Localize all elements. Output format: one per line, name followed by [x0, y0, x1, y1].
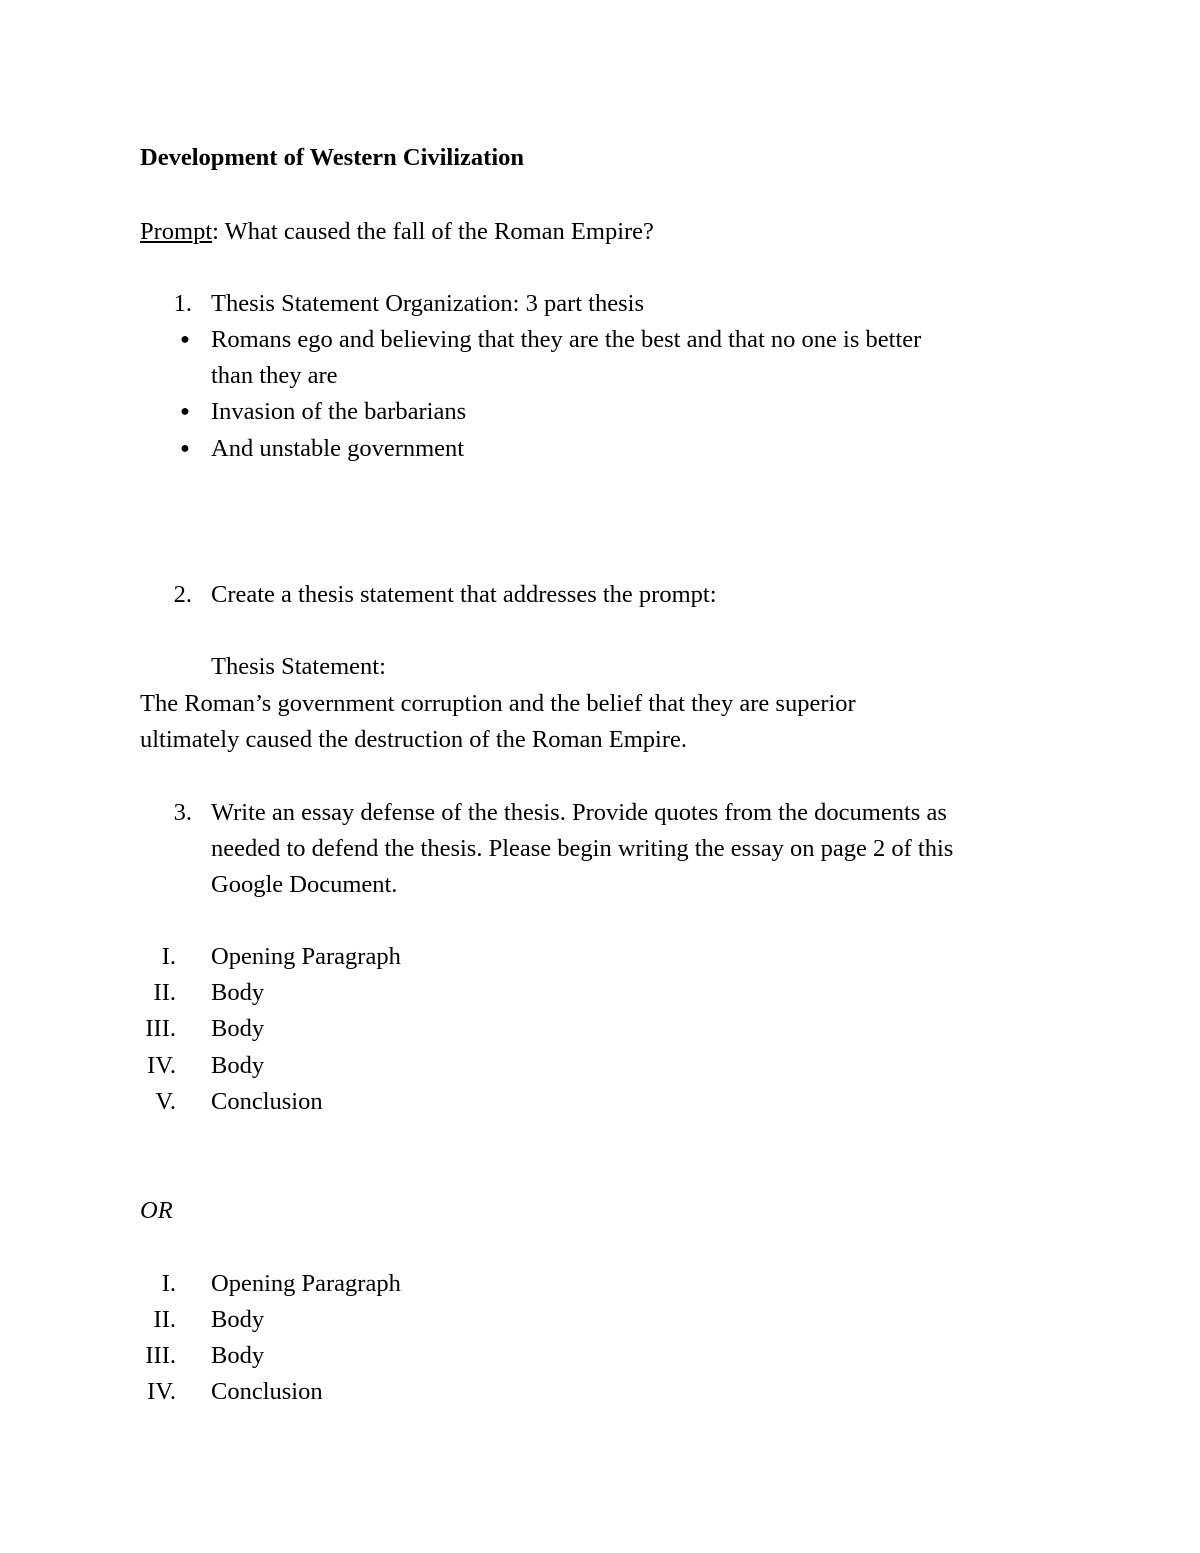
- list-item-text: Create a thesis statement that addresses the prompt:: [211, 581, 717, 608]
- bullet-icon: ●: [180, 403, 190, 420]
- outline-text: Body: [211, 1052, 265, 1079]
- outline-text: Body: [211, 1015, 265, 1042]
- outline-numeral: V.: [155, 1088, 176, 1115]
- outline-text: Opening Paragraph: [211, 943, 401, 970]
- list-item-text: Thesis Statement Organization: 3 part thesis: [211, 290, 644, 317]
- thesis-statement-line: ultimately caused the destruction of the Roman Empire.: [140, 726, 688, 753]
- bullet-text: than they are: [211, 362, 338, 389]
- prompt-text: : What caused the fall of the Roman Empire?: [212, 218, 654, 245]
- outline-text: Conclusion: [211, 1378, 323, 1405]
- document-title: Development of Western Civilization: [140, 144, 525, 171]
- outline-numeral: II.: [153, 979, 176, 1006]
- list-number: 2.: [173, 581, 192, 608]
- outline-numeral: IV.: [147, 1052, 176, 1079]
- bullet-text: Romans ego and believing that they are the best and that no one is better: [211, 326, 922, 353]
- outline-text: Body: [211, 1342, 265, 1369]
- bullet-text: Invasion of the barbarians: [211, 398, 467, 425]
- list-number: 3.: [173, 799, 192, 826]
- list-item-text: needed to defend the thesis. Please begin writing the essay on page 2 of this: [211, 835, 954, 862]
- bullet-text: And unstable government: [211, 435, 465, 462]
- outline-numeral: II.: [153, 1306, 176, 1333]
- outline-numeral: I.: [161, 943, 176, 970]
- outline-numeral: I.: [161, 1270, 176, 1297]
- outline-text: Body: [211, 1306, 265, 1333]
- prompt-label: Prompt: [140, 218, 213, 245]
- list-item-text: Google Document.: [211, 871, 398, 898]
- bullet-icon: ●: [180, 440, 190, 457]
- outline-numeral: III.: [145, 1015, 176, 1042]
- list-number: 1.: [173, 290, 192, 317]
- outline-text: Opening Paragraph: [211, 1270, 401, 1297]
- outline-text: Body: [211, 979, 265, 1006]
- bullet-icon: ●: [180, 331, 190, 348]
- or-separator: OR: [140, 1197, 173, 1224]
- outline-text: Conclusion: [211, 1088, 323, 1115]
- outline-numeral: IV.: [147, 1378, 176, 1405]
- prompt-line: [140, 214, 654, 250]
- thesis-statement-line: The Roman’s government corruption and the belief that they are superior: [140, 690, 856, 717]
- list-item-text: Write an essay defense of the thesis. Provide quotes from the documents as: [211, 799, 947, 826]
- outline-numeral: III.: [145, 1342, 176, 1369]
- thesis-label: Thesis Statement:: [211, 653, 386, 680]
